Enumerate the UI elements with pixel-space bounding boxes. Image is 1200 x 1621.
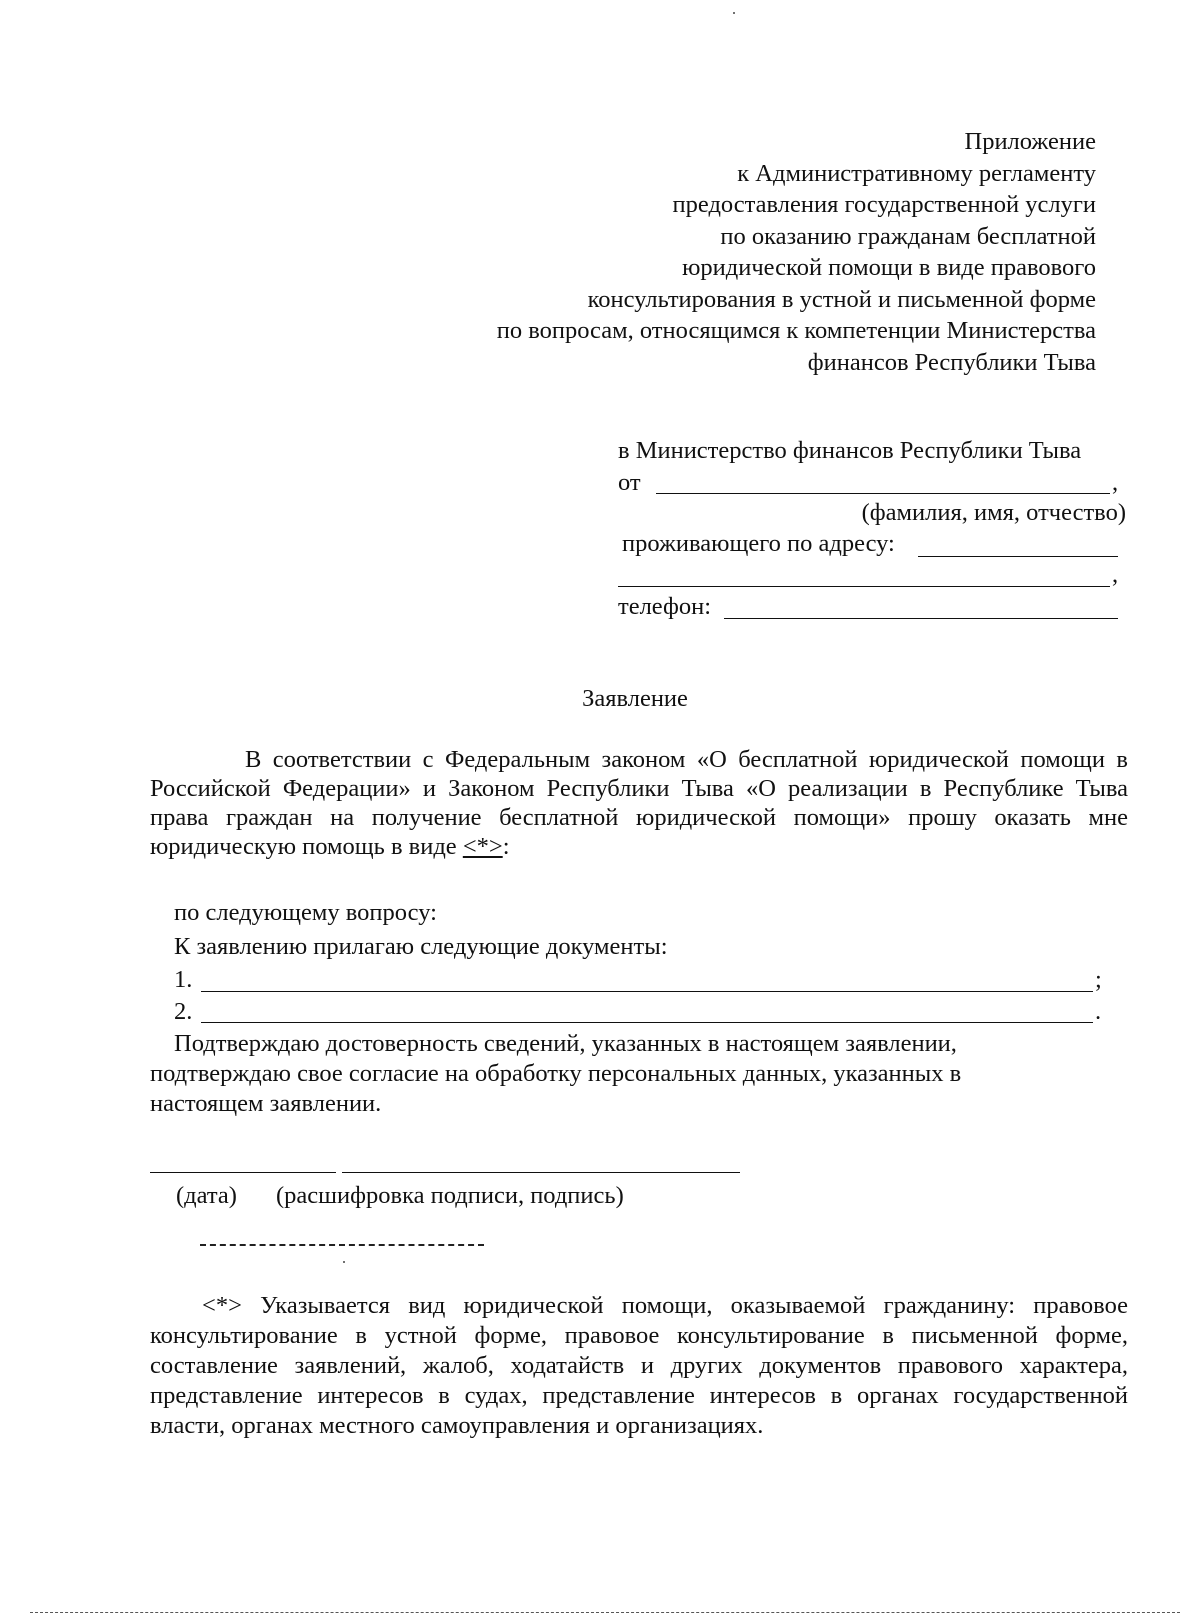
phone-field[interactable] <box>724 618 1118 619</box>
attach-label: К заявлению прилагаю следующие документы: <box>174 933 668 960</box>
attach-item-2-number: 2. <box>174 998 193 1025</box>
attach-item-1-end: ; <box>1095 966 1102 993</box>
confirmation-paragraph <box>150 1029 1080 1119</box>
signature-label: (расшифровка подписи, подпись) <box>276 1182 624 1209</box>
from-name-field[interactable] <box>656 493 1110 494</box>
phone-label: телефон: <box>618 593 712 620</box>
appendix-header <box>497 126 1096 378</box>
question-label: по следующему вопросу: <box>174 899 437 926</box>
scan-edge-line <box>30 1612 1180 1613</box>
address-label: проживающего по адресу: <box>622 530 895 557</box>
scan-speck <box>733 12 735 14</box>
appendix-line: к Административному регламенту <box>737 159 1096 187</box>
from-comma: , <box>1112 469 1119 496</box>
addressee-to: в Министерство финансов Республики Тыва <box>618 437 1082 464</box>
date-label: (дата) <box>176 1182 237 1209</box>
footnote-ref: <*> <box>462 833 503 860</box>
confirmation-text: Подтверждаю достоверность сведений, указанных в настоящем заявлении, подтверждаю свое согласие на обработку персональных данных, указанных в настоящем заявлении. <box>150 1030 962 1117</box>
statement-end: : <box>502 833 510 860</box>
statement-title: Заявление <box>582 685 688 712</box>
appendix-line: юридической помощи в виде правового <box>682 254 1096 281</box>
appendix-line: предоставления государственной услуги <box>672 191 1096 218</box>
address-comma: , <box>1112 561 1119 588</box>
footnote-separator <box>200 1244 484 1246</box>
appendix-line: по оказанию гражданам бесплатной <box>720 222 1096 250</box>
appendix-line: Приложение <box>964 128 1096 155</box>
signature-line[interactable] <box>342 1172 740 1173</box>
appendix-line: финансов Республики Тыва <box>807 348 1096 376</box>
date-line[interactable] <box>150 1172 336 1173</box>
appendix-line: по вопросам, относящимся к компетенции Министерства <box>496 317 1096 344</box>
name-hint: (фамилия, имя, отчество) <box>861 499 1126 526</box>
address-field-1[interactable] <box>918 556 1118 557</box>
footnote-paragraph: <*> Указывается вид юридической помощи, оказываемой гражданину: правовое консультирование в устной форме, правовое консультирование в письменной форме, составление заявлений, жалоб, ходатайств и других документов правового характера, представление интересов в судах, представление интересов в органах государственной власти, органах местного самоуправления и организациях. <box>150 1292 1128 1439</box>
attach-item-1-field[interactable] <box>201 991 1093 992</box>
attach-item-2-end: . <box>1095 998 1102 1025</box>
scan-speck <box>343 1261 345 1263</box>
attach-item-1-number: 1. <box>174 966 193 993</box>
from-label: от <box>618 469 641 496</box>
address-field-2[interactable] <box>618 586 1110 587</box>
statement-paragraph <box>150 745 1128 861</box>
appendix-line: консультирования в устной и письменной форме <box>587 285 1096 313</box>
statement-text: В соответствии с Федеральным законом «О бесплатной юридической помощи в Российской Федерации» и Законом Республики Тыва «О реализации в Республике Тыва права граждан на получение бесплатной юридической помощи» прошу оказать мне юридическую помощь в виде <box>150 746 1128 860</box>
attach-item-2-field[interactable] <box>201 1022 1093 1023</box>
